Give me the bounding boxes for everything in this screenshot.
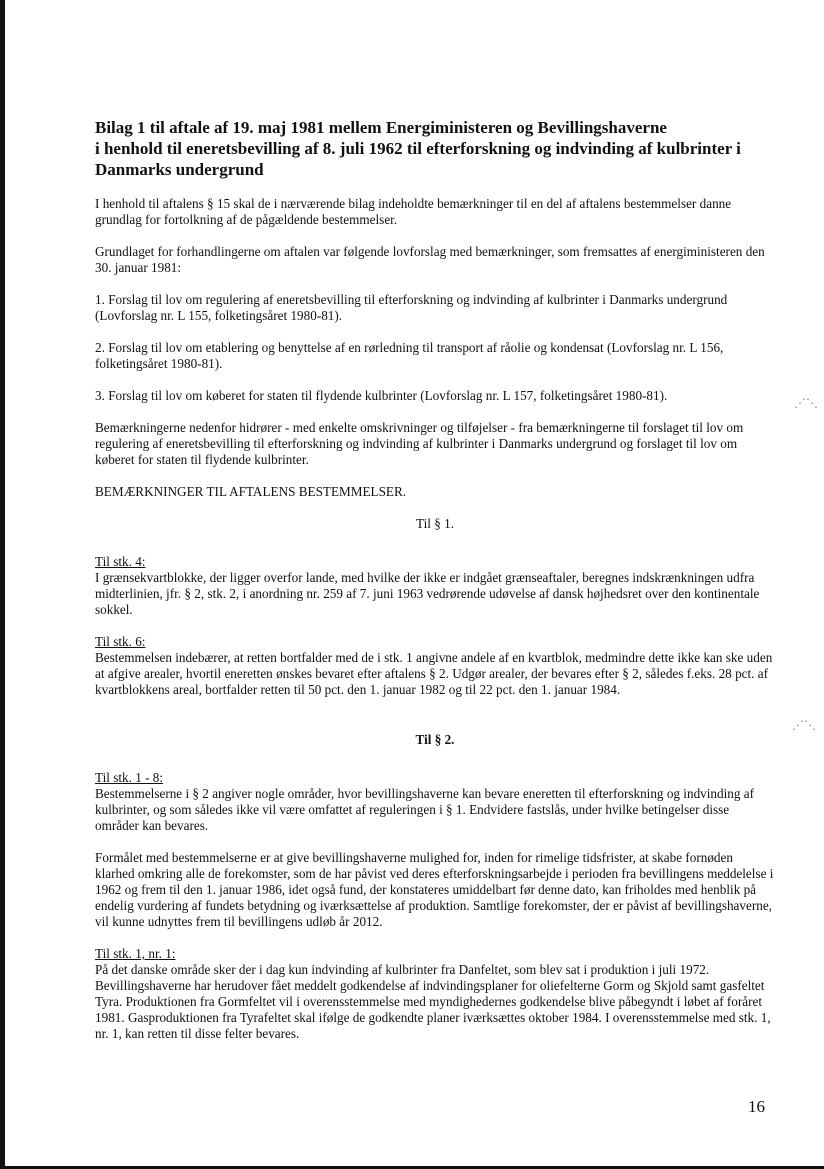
- section-2-title: Til § 2.: [415, 732, 455, 747]
- page-number: 16: [748, 1097, 765, 1116]
- stk1-8-text: Bestemmelserne i § 2 angiver nogle områder, hvor bevillingshaverne kan bevare eneretten til efterforskning og indvinding af kulbrinter, og som således ikke vil være omfattet af reguleringen i § 1. Endvidere fastslås, under hvilke betingelser disse områder kan bevares.: [95, 786, 754, 833]
- section-2-stk1-nr1: [95, 946, 775, 1042]
- document-body: [95, 117, 775, 1058]
- intro-paragraph-1: I henhold til aftalens § 15 skal de i nærværende bilag indeholdte bemærkninger til en del af aftalens bestemmelser danne grundlag for fortolkning af de pågældende bestemmelser.: [95, 196, 732, 227]
- title-line-3: Danmarks undergrund: [95, 160, 264, 179]
- spacer: [95, 714, 775, 732]
- stk1-nr1-text: På det danske område sker der i dag kun indvinding af kulbrinter fra Danfeltet, som blev sat i produktion i juli 1972. Bevillingshaverne har herudover fået meddelt godkendelse af indvindingsplaner for oliefelterne Gorm og Skjold samt gasfeltet Tyra. Produktionen fra Gormfeltet vil i overensstemmelse med myndighedernes godkendelse blive påbegyndt i løbet af foråret 1981. Gasproduktionen fra Tyrafeltet skal ifølge de godkendte planer iværksættes oktober 1984. I overensstemmelse med stk. 1, nr. 1, kan retten til disse felter bevares.: [95, 962, 771, 1041]
- bill-item-2: 2. Forslag til lov om etablering og benyttelse af en rørledning til transport af råolie og kondensat (Lovforslag nr. L 156, folketingsåret 1980-81).: [95, 340, 724, 371]
- stk6-text: Bestemmelsen indebærer, at retten bortfalder med de i stk. 1 angivne andele af en kvartblok, medmindre dette ikke kan ske uden at afgive arealer, hvortil eneretten ønskes bevaret efter aftalens § 2. Udgør arealer, der bevares efter § 2, således f.eks. 28 pct. af kvartblokkens areal, bortfalder retten til 50 pct. den 1. januar 1982 og til 22 pct. den 1. januar 1984.: [95, 650, 773, 697]
- stk4-text: I grænsekvartblokke, der ligger overfor lande, med hvilke der ikke er indgået grænseaftaler, beregnes indskrænkningen udfra midterlinien, jfr. § 2, stk. 2, i anordning nr. 259 af 7. juni 1963 vedrørende udøvelse af dansk højhedsret over den kontinentale sokkel.: [95, 570, 760, 617]
- section-1-stk4: [95, 554, 775, 618]
- intro-paragraph-3: Bemærkningerne nedenfor hidrører - med enkelte omskrivninger og tilføjelser - fra bemærkningerne til forslaget til lov om regulering af eneretsbevilling til efterforskning og indvinding af kulbrinter i Danmarks undergrund og forslaget til lov om køberet for staten til flydende kulbrinter.: [95, 420, 744, 467]
- stk4-label: Til stk. 4:: [95, 554, 146, 569]
- intro-paragraph-2: Grundlaget for forhandlingerne om aftalen var følgende lovforslag med bemærkninger, som fremsattes af energiministeren den 30. januar 1981:: [95, 244, 765, 275]
- bill-item-1: 1. Forslag til lov om regulering af eneretsbevilling til efterforskning og indvinding af kulbrinter i Danmarks undergrund (Lovforslag nr. L 155, folketingsåret 1980-81).: [95, 292, 728, 323]
- section-1-stk6: [95, 634, 775, 698]
- section-1-title: Til § 1.: [416, 516, 454, 531]
- stk1-8-label: Til stk. 1 - 8:: [95, 770, 164, 785]
- scan-speck-2: ⋰⋱: [792, 718, 816, 732]
- scan-speck-1: ⋰⋱: [794, 396, 818, 410]
- document-title: [95, 117, 775, 180]
- bill-item-3: 3. Forslag til lov om køberet for staten til flydende kulbrinter (Lovforslag nr. L 157, folketingsåret 1980-81).: [95, 388, 668, 403]
- section-2-stk1-8: [95, 770, 775, 834]
- title-line-2: i henhold til eneretsbevilling af 8. juli 1962 til efterforskning og indvinding af kulbrinter i: [95, 139, 741, 158]
- stk1-nr1-label: Til stk. 1, nr. 1:: [95, 946, 176, 961]
- section-2-purpose: Formålet med bestemmelserne er at give bevillingshaverne mulighed for, inden for rimelige tidsfrister, at skabe fornøden klarhed omkring alle de forekomster, som de har påvist ved deres efterforskningsarbejde i perioden fra bevillingens meddelelse i 1962 og frem til den 1. januar 1986, idet også fund, der konstateres umiddelbart før denne dato, kan friholdes med henblik på endelig vurdering af fundets betydning og iværksættelse af produktion. Samtlige forekomster, der er påvist af bevillingshaverne, vil kunne udnyttes frem til bevillingens udløb år 2012.: [95, 850, 774, 929]
- remarks-heading: BEMÆRKNINGER TIL AFTALENS BESTEMMELSER.: [95, 484, 407, 499]
- stk6-label: Til stk. 6:: [95, 634, 146, 649]
- scan-left-edge: [0, 0, 5, 1169]
- title-line-1: Bilag 1 til aftale af 19. maj 1981 mellem Energiministeren og Bevillingshaverne: [95, 118, 667, 137]
